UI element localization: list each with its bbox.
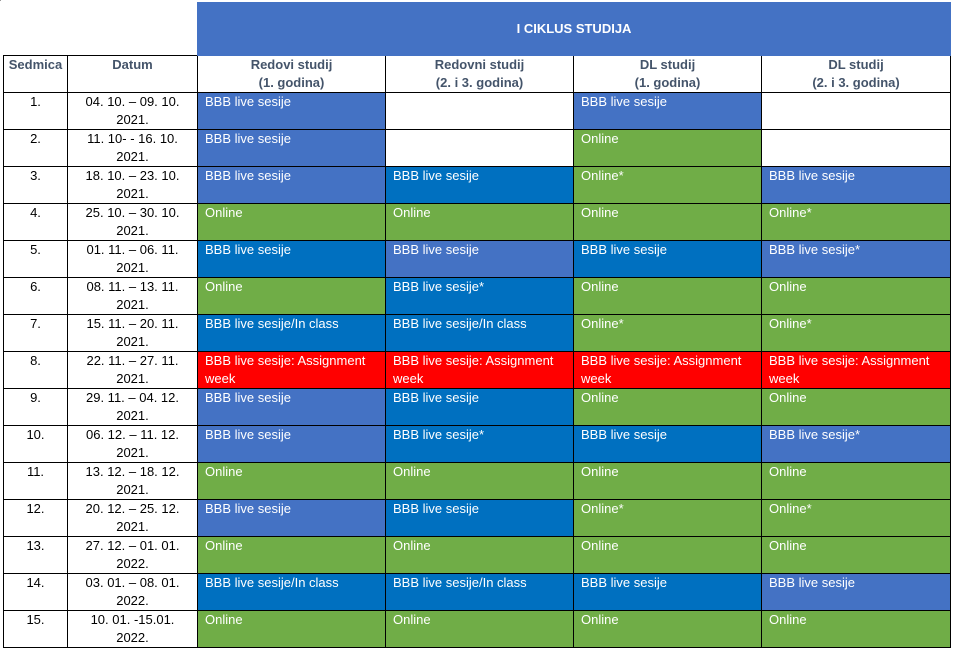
date-range-line2: 2021. [116, 482, 149, 497]
header-col-1 [198, 56, 386, 93]
schedule-cell: Online [386, 537, 574, 574]
week-number: 12. [4, 500, 68, 537]
header-date [68, 56, 198, 93]
date-range-line2: 2022. [116, 556, 149, 571]
schedule-cell: Online [574, 204, 762, 241]
date-range [68, 278, 198, 315]
table-row [4, 204, 951, 241]
table-row [4, 537, 951, 574]
schedule-cell: Online* [574, 315, 762, 352]
schedule-cell [762, 130, 951, 167]
date-range-line2: 2021. [116, 408, 149, 423]
schedule-cell: Online [386, 611, 574, 648]
week-number: 6. [4, 278, 68, 315]
date-range-line2: 2021. [116, 297, 149, 312]
schedule-cell: BBB live sesije [386, 241, 574, 278]
schedule-cell: Online [762, 389, 951, 426]
schedule-cell: Online [198, 611, 386, 648]
corner-mark [0, 0, 1, 1]
date-range-line2: 2022. [116, 630, 149, 645]
schedule-cell: BBB live sesije: Assignment week [574, 352, 762, 389]
date-range-line1: 11. 10- - 16. 10. [87, 131, 178, 146]
schedule-cell: BBB live sesije: Assignment week [198, 352, 386, 389]
header-col-4-line2: (2. i 3. godina) [812, 75, 900, 90]
date-range [68, 389, 198, 426]
date-range-line2: 2021. [116, 112, 149, 127]
schedule-cell: BBB live sesije [198, 167, 386, 204]
date-range [68, 574, 198, 611]
header-week-label: Sedmica [8, 57, 63, 72]
date-range [68, 500, 198, 537]
date-range [68, 204, 198, 241]
schedule-cell: BBB live sesije [198, 93, 386, 130]
table-row [4, 574, 951, 611]
schedule-cell: Online* [574, 500, 762, 537]
date-range [68, 352, 198, 389]
header-col-2-line2: (2. i 3. godina) [435, 75, 524, 90]
blank-corner [4, 3, 198, 56]
schedule-cell: Online [574, 278, 762, 315]
schedule-cell: BBB live sesije* [762, 241, 951, 278]
schedule-cell: BBB live sesije [386, 167, 574, 204]
schedule-cell: BBB live sesije [198, 500, 386, 537]
schedule-cell: Online* [762, 315, 951, 352]
table-row [4, 130, 951, 167]
date-range-line2: 2022. [116, 593, 149, 608]
date-range-line1: 27. 12. – 01. 01. [85, 538, 180, 553]
schedule-cell: BBB live sesije/In class [198, 315, 386, 352]
schedule-cell: Online [762, 278, 951, 315]
schedule-cell: BBB live sesije [198, 130, 386, 167]
schedule-cell: Online* [762, 204, 951, 241]
schedule-cell: Online [574, 130, 762, 167]
date-range-line1: 18. 10. – 23. 10. [85, 168, 180, 183]
date-range-line2: 2021. [116, 334, 149, 349]
date-range-line2: 2021. [116, 223, 149, 238]
week-number: 11. [4, 463, 68, 500]
date-range-line1: 25. 10. – 30. 10. [85, 205, 180, 220]
date-range [68, 426, 198, 463]
week-number: 9. [4, 389, 68, 426]
week-number: 13. [4, 537, 68, 574]
table-row [4, 167, 951, 204]
date-range-line1: 13. 12. – 18. 12. [85, 464, 180, 479]
schedule-cell: Online [574, 463, 762, 500]
schedule-cell: Online [198, 537, 386, 574]
table-row [4, 426, 951, 463]
header-week [4, 56, 68, 93]
schedule-cell [386, 130, 574, 167]
header-row [4, 56, 951, 93]
table-row [4, 389, 951, 426]
date-range-line1: 01. 11. – 06. 11. [86, 242, 179, 257]
schedule-cell: BBB live sesije [198, 426, 386, 463]
schedule-cell: BBB live sesije [198, 389, 386, 426]
header-col-2 [386, 56, 574, 93]
header-col-3 [574, 56, 762, 93]
schedule-cell: Online* [762, 500, 951, 537]
date-range [68, 241, 198, 278]
table-row [4, 278, 951, 315]
header-col-4 [762, 56, 951, 93]
week-number: 7. [4, 315, 68, 352]
cycle-banner: I CIKLUS STUDIJA [198, 3, 951, 56]
schedule-cell: Online [762, 611, 951, 648]
header-date-label: Datum [112, 57, 153, 72]
schedule-cell: Online* [574, 167, 762, 204]
schedule-cell: BBB live sesije* [386, 426, 574, 463]
date-range [68, 93, 198, 130]
date-range-line1: 08. 11. – 13. 11. [86, 279, 179, 294]
week-number: 4. [4, 204, 68, 241]
schedule-cell: Online [198, 204, 386, 241]
schedule-cell: Online [198, 463, 386, 500]
date-range [68, 167, 198, 204]
week-number: 2. [4, 130, 68, 167]
date-range-line1: 06. 12. – 11. 12. [86, 427, 179, 442]
header-col-1-line2: (1. godina) [258, 75, 325, 90]
schedule-cell: Online [198, 278, 386, 315]
week-number: 1. [4, 93, 68, 130]
schedule-cell: BBB live sesije [762, 574, 951, 611]
schedule-cell: BBB live sesije [762, 167, 951, 204]
date-range [68, 611, 198, 648]
schedule-cell [762, 93, 951, 130]
date-range-line1: 03. 01. – 08. 01. [85, 575, 180, 590]
header-col-1-line1: Redovi studij [250, 57, 333, 72]
schedule-cell: BBB live sesije/In class [198, 574, 386, 611]
schedule-cell: Online [574, 537, 762, 574]
header-col-4-line1: DL studij [828, 57, 884, 72]
date-range-line2: 2021. [116, 371, 149, 386]
date-range [68, 537, 198, 574]
header-col-3-line2: (1. godina) [634, 75, 701, 90]
week-number: 8. [4, 352, 68, 389]
schedule-cell: BBB live sesije [198, 241, 386, 278]
schedule-cell [386, 93, 574, 130]
schedule-document [3, 2, 951, 648]
schedule-cell: BBB live sesije [386, 500, 574, 537]
date-range-line1: 29. 11. – 04. 12. [86, 390, 179, 405]
schedule-cell: BBB live sesije [574, 241, 762, 278]
schedule-cell: BBB live sesije [574, 93, 762, 130]
table-row [4, 315, 951, 352]
schedule-cell: BBB live sesije [574, 574, 762, 611]
schedule-cell: BBB live sesije* [386, 278, 574, 315]
table-row [4, 611, 951, 648]
header-col-3-line1: DL studij [639, 57, 696, 72]
table-row [4, 241, 951, 278]
week-number: 5. [4, 241, 68, 278]
schedule-table [3, 2, 951, 648]
date-range-line1: 20. 12. – 25. 12. [85, 501, 180, 516]
table-row [4, 352, 951, 389]
date-range [68, 315, 198, 352]
schedule-cell: BBB live sesije/In class [386, 315, 574, 352]
schedule-cell: BBB live sesije: Assignment week [762, 352, 951, 389]
date-range-line2: 2021. [116, 519, 149, 534]
schedule-cell: Online [386, 204, 574, 241]
date-range [68, 463, 198, 500]
date-range-line2: 2021. [116, 260, 149, 275]
table-row [4, 500, 951, 537]
header-col-2-line1: Redovni studij [434, 57, 525, 72]
schedule-cell: BBB live sesije* [762, 426, 951, 463]
date-range-line2: 2021. [116, 186, 149, 201]
date-range [68, 130, 198, 167]
schedule-cell: BBB live sesije [574, 426, 762, 463]
table-row [4, 93, 951, 130]
date-range-line2: 2021. [116, 445, 149, 460]
schedule-cell: Online [574, 389, 762, 426]
date-range-line2: 2021. [116, 149, 149, 164]
week-number: 15. [4, 611, 68, 648]
schedule-cell: Online [574, 611, 762, 648]
date-range-line1: 22. 11. – 27. 11. [86, 353, 179, 368]
date-range-line1: 04. 10. – 09. 10. [85, 94, 180, 109]
schedule-cell: Online [386, 463, 574, 500]
date-range-line1: 10. 01. -15.01. [90, 612, 175, 627]
date-range-line1: 15. 11. – 20. 11. [86, 316, 179, 331]
schedule-cell: BBB live sesije [386, 389, 574, 426]
week-number: 3. [4, 167, 68, 204]
week-number: 14. [4, 574, 68, 611]
schedule-cell: BBB live sesije: Assignment week [386, 352, 574, 389]
schedule-cell: Online [762, 463, 951, 500]
table-row [4, 463, 951, 500]
schedule-cell: BBB live sesije/In class [386, 574, 574, 611]
schedule-cell: Online [762, 537, 951, 574]
week-number: 10. [4, 426, 68, 463]
